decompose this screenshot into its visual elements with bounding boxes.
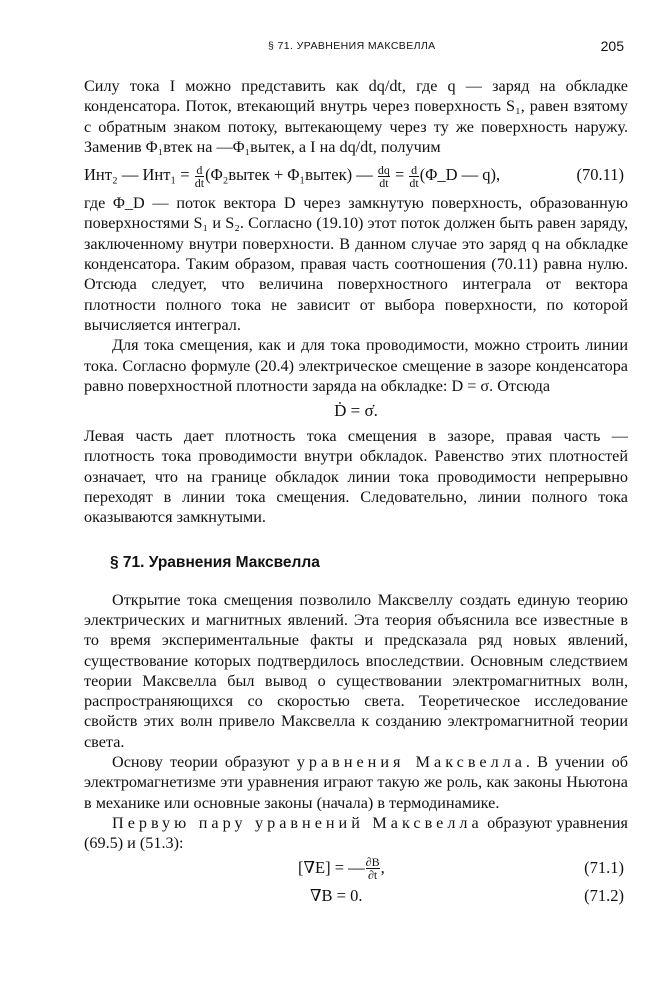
eq-mid1: (Φ₂вытек + Φ₁вытек) —: [205, 165, 377, 185]
paragraph-first-pair: [84, 813, 628, 854]
equation-70-11-expression: [84, 157, 500, 193]
equation-71-2-expression: ∇B = 0.: [310, 885, 363, 905]
paragraph-flux-zero: где Φ_D — поток вектора D через замкнутую поверхность, образованную поверхностями S₁ и S₂. Согласно (19.10) этот поток должен быть равен заряду, заключенному внутри поверхности. В данном случае это заряд q на обкладке конденсатора. Таким образом, правая часть соотношения (70.11) равна нулю. Отсюда следует, что величина поверхностного интеграла от вектора плотности полного тока не зависит от выбора поверхности, по которой вычисляется интеграл.: [84, 194, 628, 334]
frac-num: dq: [377, 162, 390, 177]
eq-mid2: =: [390, 165, 409, 185]
eq-lhs: Инт₂ — Инт₁ =: [84, 165, 194, 185]
equation-number-70-11: (70.11): [576, 165, 624, 185]
frac-den: dt: [194, 175, 205, 190]
paragraph-closed-lines: Левая часть дает плотность тока смещения в зазоре, правая часть — плотность тока проводимости внутри обкладок. Равенство этих плотностей означает, что на границе обкладок линии тока проводимости непрерывно переходят в линии тока смещения. Следовательно, линии полного тока оказываются замкнутыми.: [84, 427, 628, 527]
eq-rhs: (Φ_D — q),: [419, 165, 501, 185]
fraction-dq-dt: [378, 164, 390, 189]
frac-den: dt: [409, 175, 419, 190]
equation-d-dot: Ḋ = σ̇.: [334, 401, 378, 421]
frac-den: dt: [379, 175, 389, 190]
equation-71-2: [84, 882, 628, 910]
eq-71-1-tail: ,: [380, 857, 385, 877]
fraction-dB-dt: [366, 856, 380, 881]
running-title: § 71. УРАВНЕНИЯ МАКСВЕЛЛА: [268, 40, 436, 52]
fraction-d-dt: [195, 164, 204, 189]
paragraph-current-flux: Силу тока I можно представить как dq/dt, где q — заряд на обкладке конденсатора. Поток, втекающий внутрь через поверхность S₁, равен взятому с обратным знаком потоку, вытекающему через ту же поверхность наружу. Заменив Φ₁втек на —Φ₁вытек, а I на dq/dt, получим: [84, 77, 628, 156]
p6-spaced-term: уравнения Максвелла: [296, 753, 526, 772]
equation-71-1: [84, 854, 628, 882]
paragraph-maxwell-equations: [84, 752, 628, 813]
frac-den: ∂t: [366, 868, 380, 881]
p7-spaced-term: Первую пару уравнений Максвелла: [112, 813, 483, 832]
section-title: § 71. Уравнения Максвелла: [110, 553, 320, 571]
page-header: [84, 30, 628, 54]
p7-post: образуют уравнения (69.5) и (51.3):: [84, 813, 628, 853]
fraction-d-dt-2: [409, 164, 418, 189]
equation-number-71-2: (71.2): [584, 885, 624, 905]
page-number: 205: [600, 38, 624, 54]
p6-pre: Основу теории образуют: [112, 753, 297, 772]
equation-70-11: [84, 157, 628, 193]
book-page: [84, 30, 628, 910]
frac-num: d: [196, 162, 203, 177]
equation-number-71-1: (71.1): [584, 857, 624, 877]
p6-post: . В учении об электромагнетизме эти уравнения играют такую же роль, как законы Ньютона в механике или основные законы (начала) в термодинамике.: [84, 753, 629, 812]
paragraph-maxwell-theory: Открытие тока смещения позволило Максвеллу создать единую теорию электрических и магнитных явлений. Эта теория объяснила все известные в то время экспериментальные факты и предсказала ряд новых явлений, существование которых подтвердилось впоследствии. Основным следствием теории Максвелла был вывод о существовании электромагнитных волн, распространяющихся со скоростью света. Теоретическое исследование свойств этих волн привело Максвелла к созданию электромагнитной теории света.: [84, 590, 628, 751]
equation-71-1-expression: [298, 854, 385, 882]
paragraph-displacement-lines: Для тока смещения, как и для тока проводимости, можно строить линии тока. Согласно формуле (20.4) электрическое смещение в зазоре конденсатора равно поверхностной плотности заряда на обкладке: D = σ. Отсюда: [84, 336, 628, 395]
eq-71-1-lhs: [∇E] = —: [298, 857, 365, 877]
frac-num: ∂B: [365, 855, 380, 870]
frac-num: d: [411, 162, 418, 177]
